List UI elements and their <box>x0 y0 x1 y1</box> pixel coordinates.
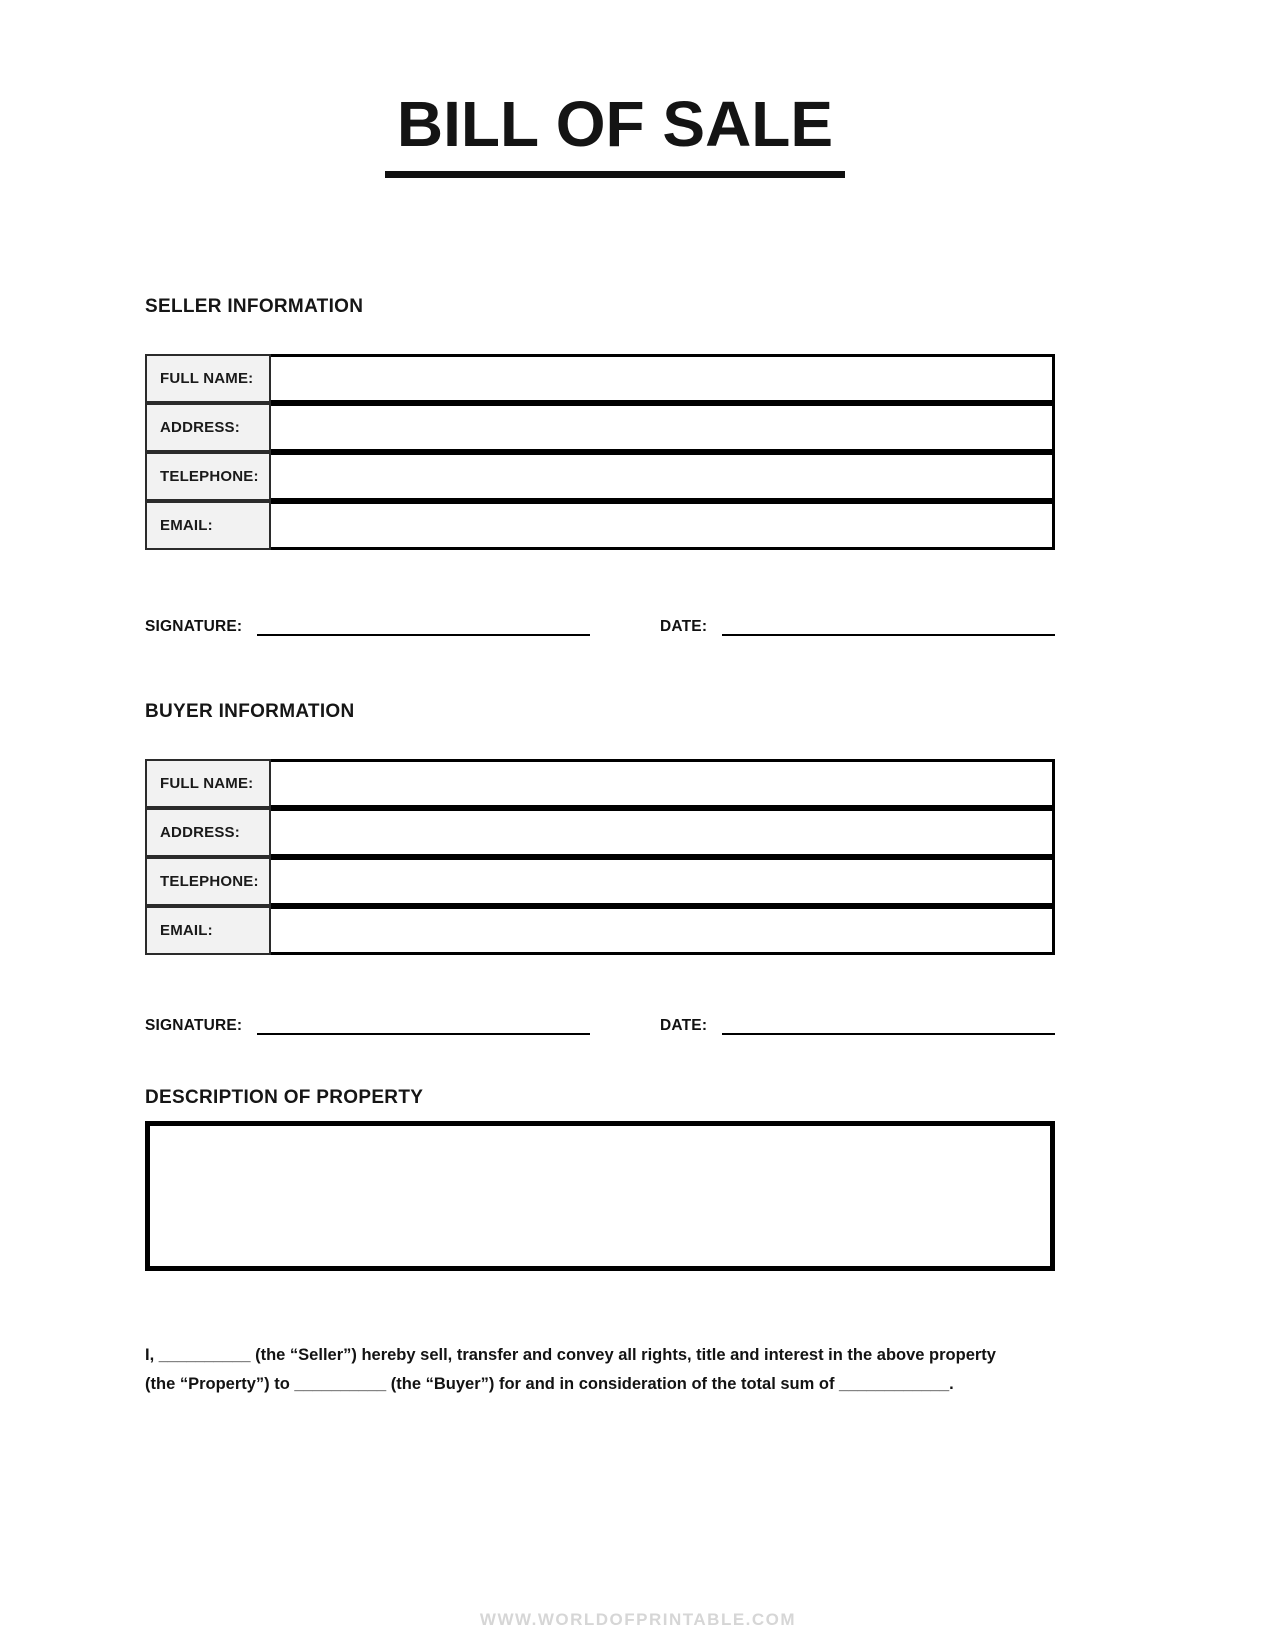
buyer-date-line[interactable] <box>722 1019 1055 1035</box>
buyer-signature-row <box>145 1013 1055 1035</box>
seller-date-line[interactable] <box>722 620 1055 636</box>
table-row <box>145 857 1055 906</box>
buyer-date-group <box>660 1017 1055 1035</box>
property-description-box[interactable] <box>145 1121 1055 1271</box>
declaration-line: I, __________ (the “Seller”) hereby sell, transfer and convey all rights, title and interest in the above property <box>145 1346 996 1364</box>
declaration-line: (the “Property”) to __________ (the “Buyer”) for and in consideration of the total sum of ____________. <box>145 1374 954 1393</box>
buyer-address-label: ADDRESS: <box>145 808 271 857</box>
table-row <box>145 808 1055 857</box>
seller-email-label: EMAIL: <box>145 501 271 550</box>
seller-date-group <box>660 618 1055 636</box>
seller-address-label: ADDRESS: <box>145 403 271 452</box>
buyer-section <box>145 701 1055 1035</box>
buyer-info-table <box>145 759 1055 955</box>
buyer-telephone-field[interactable] <box>271 857 1055 906</box>
table-row <box>145 452 1055 501</box>
buyer-date-label: DATE: <box>660 1017 708 1034</box>
seller-signature-group <box>145 618 590 636</box>
document-body <box>145 296 1055 1399</box>
buyer-signature-label: SIGNATURE: <box>145 1017 243 1034</box>
seller-signature-label: SIGNATURE: <box>145 618 243 635</box>
seller-full-name-field[interactable] <box>271 354 1055 403</box>
page-title: BILL OF SALE <box>396 88 834 160</box>
seller-full-name-label: FULL NAME: <box>145 354 271 403</box>
property-description-section <box>145 1087 1055 1271</box>
buyer-full-name-field[interactable] <box>271 759 1055 808</box>
seller-signature-line[interactable] <box>257 620 590 636</box>
seller-date-label: DATE: <box>660 618 708 635</box>
table-row <box>145 354 1055 403</box>
buyer-email-field[interactable] <box>271 906 1055 955</box>
seller-signature-row <box>145 614 1055 636</box>
seller-email-field[interactable] <box>271 501 1055 550</box>
buyer-signature-group <box>145 1017 590 1035</box>
table-row <box>145 759 1055 808</box>
seller-info-table <box>145 354 1055 550</box>
seller-telephone-field[interactable] <box>271 452 1055 501</box>
buyer-full-name-label: FULL NAME: <box>145 759 271 808</box>
table-row <box>145 501 1055 550</box>
buyer-signature-line[interactable] <box>257 1019 590 1035</box>
document-header <box>0 0 1230 178</box>
footer-url: WWW.WORLDOFPRINTABLE.COM <box>479 1610 797 1629</box>
title-underline <box>385 171 845 178</box>
table-row <box>145 403 1055 452</box>
table-row <box>145 906 1055 955</box>
seller-section-heading: SELLER INFORMATION <box>145 296 364 317</box>
declaration-text <box>145 1341 1055 1399</box>
buyer-section-heading: BUYER INFORMATION <box>145 701 355 722</box>
property-section-heading: DESCRIPTION OF PROPERTY <box>145 1087 424 1108</box>
buyer-email-label: EMAIL: <box>145 906 271 955</box>
seller-telephone-label: TELEPHONE: <box>145 452 271 501</box>
buyer-telephone-label: TELEPHONE: <box>145 857 271 906</box>
seller-address-field[interactable] <box>271 403 1055 452</box>
seller-section <box>145 296 1055 636</box>
buyer-address-field[interactable] <box>271 808 1055 857</box>
